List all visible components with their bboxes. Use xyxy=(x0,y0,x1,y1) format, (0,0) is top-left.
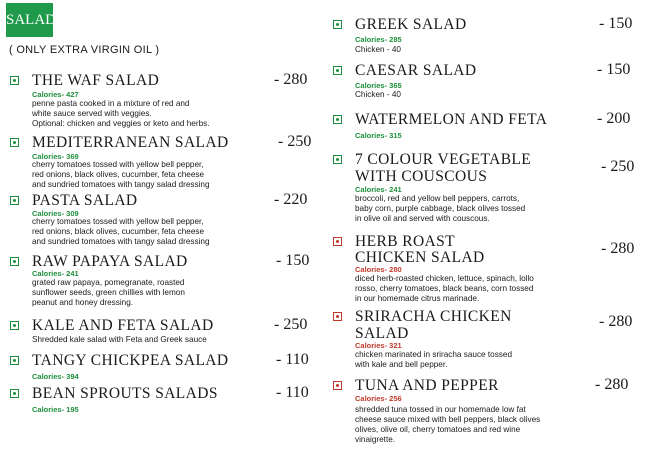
item-description: and sundried tomatoes with tangy salad dressing xyxy=(32,237,210,246)
item-name: KALE AND FETA SALAD xyxy=(32,317,214,334)
item-calories: Calories- 280 xyxy=(355,265,402,274)
item-price: - 280 xyxy=(274,71,308,88)
item-description: chicken marinated in sriracha sauce tossed xyxy=(355,350,513,359)
item-description: with kale and bell pepper. xyxy=(355,360,448,369)
item-name: RAW PAPAYA SALAD xyxy=(32,253,188,270)
item-name: 7 COLOUR VEGETABLE xyxy=(355,151,532,168)
item-description: Chicken - 40 xyxy=(355,90,401,99)
item-description: in our homemade citrus marinade. xyxy=(355,294,480,303)
non-veg-icon xyxy=(333,312,342,321)
veg-icon xyxy=(333,66,342,75)
item-description: penne pasta cooked in a mixture of red and xyxy=(32,99,190,108)
veg-icon xyxy=(10,196,19,205)
item-description: cherry tomatoes tossed with yellow bell pepper, xyxy=(32,160,204,169)
item-price: - 250 xyxy=(274,316,308,333)
item-price: - 280 xyxy=(599,313,633,330)
item-description: baby corn, purple cabbage, black olives tossed xyxy=(355,204,526,213)
veg-icon xyxy=(10,389,19,398)
item-price: - 220 xyxy=(274,191,308,208)
item-name-line2: WITH COUSCOUS xyxy=(355,168,488,185)
item-description: and sundried tomatoes with tangy salad dressing xyxy=(32,180,210,189)
veg-icon xyxy=(10,257,19,266)
item-price: - 250 xyxy=(278,133,312,150)
item-calories: Calories- 241 xyxy=(355,185,402,194)
item-calories: Calories- 315 xyxy=(355,131,402,140)
item-calories: Calories- 241 xyxy=(32,269,79,278)
item-price: - 250 xyxy=(601,158,635,175)
item-price: - 110 xyxy=(276,351,309,368)
item-calories: Calories- 365 xyxy=(355,81,402,90)
item-price: - 150 xyxy=(276,252,310,269)
item-description: Optional: chicken and veggies or keto and herbs. xyxy=(32,119,210,128)
item-name: CAESAR SALAD xyxy=(355,62,477,79)
veg-icon xyxy=(333,115,342,124)
item-name: BEAN SPROUTS SALADS xyxy=(32,385,218,402)
item-description: Shredded kale salad with Feta and Greek sauce xyxy=(32,335,207,344)
item-name: SRIRACHA CHICKEN xyxy=(355,308,512,325)
item-price: - 280 xyxy=(595,376,629,393)
veg-icon xyxy=(10,138,19,147)
item-description: cherry tomatoes tossed with yellow bell pepper, xyxy=(32,217,204,226)
veg-icon xyxy=(333,155,342,164)
item-name-line2: CHICKEN SALAD xyxy=(355,249,485,266)
section-title: SALADS xyxy=(6,3,53,37)
item-description: vinaigrette. xyxy=(355,435,396,444)
item-description: Chicken - 40 xyxy=(355,45,401,54)
item-description: sunflower seeds, green chillies with lemon xyxy=(32,288,185,297)
item-name: MEDITERRANEAN SALAD xyxy=(32,134,229,151)
item-description: rosso, cherry tomatoes, black beans, corn tossed xyxy=(355,284,534,293)
item-description: red onions, black olives, cucumber, feta cheese xyxy=(32,227,205,236)
item-calories: Calories- 309 xyxy=(32,209,79,218)
item-price: - 280 xyxy=(601,240,635,257)
item-description: shredded tuna tossed in our homemade low fat xyxy=(355,405,526,414)
item-name: THE WAF SALAD xyxy=(32,72,160,89)
veg-icon xyxy=(10,321,19,330)
item-description: peanut and honey dressing. xyxy=(32,298,134,307)
item-description: cheese sauce mixed with bell peppers, black olives xyxy=(355,415,541,424)
item-calories: Calories- 369 xyxy=(32,152,79,161)
veg-icon xyxy=(333,20,342,29)
veg-icon xyxy=(10,356,19,365)
item-description: red onions, black olives, cucumber, feta cheese xyxy=(32,170,205,179)
item-calories: Calories- 321 xyxy=(355,341,402,350)
item-price: - 150 xyxy=(597,61,631,78)
item-calories: Calories- 394 xyxy=(32,372,79,381)
item-price: - 110 xyxy=(276,384,309,401)
item-calories: Calories- 285 xyxy=(355,35,402,44)
item-description: grated raw papaya, pomegranate, roasted xyxy=(32,278,185,287)
item-calories: Calories- 427 xyxy=(32,90,79,99)
non-veg-icon xyxy=(333,381,342,390)
item-description: white sauce served with veggies. xyxy=(32,109,152,118)
item-description: in olive oil and served with couscous. xyxy=(355,214,490,223)
item-price: - 200 xyxy=(597,110,631,127)
item-calories: Calories- 256 xyxy=(355,394,402,403)
item-price: - 150 xyxy=(599,15,633,32)
veg-icon xyxy=(10,76,19,85)
item-name: WATERMELON AND FETA xyxy=(355,111,548,128)
item-name: PASTA SALAD xyxy=(32,192,138,209)
item-calories: Calories- 195 xyxy=(32,405,79,414)
oil-note: ( ONLY EXTRA VIRGIN OIL ) xyxy=(9,44,160,56)
non-veg-icon xyxy=(333,237,342,246)
item-name: TANGY CHICKPEA SALAD xyxy=(32,352,229,369)
item-description: broccoli, red and yellow bell peppers, carrots, xyxy=(355,194,520,203)
item-description: olives, olive oil, cherry tomatoes and red wine xyxy=(355,425,521,434)
item-name-line2: SALAD xyxy=(355,325,409,342)
item-name: GREEK SALAD xyxy=(355,16,467,33)
item-name: TUNA AND PEPPER xyxy=(355,377,499,394)
item-description: diced herb-roasted chicken, lettuce, spinach, lollo xyxy=(355,274,534,283)
item-name: HERB ROAST xyxy=(355,233,456,250)
